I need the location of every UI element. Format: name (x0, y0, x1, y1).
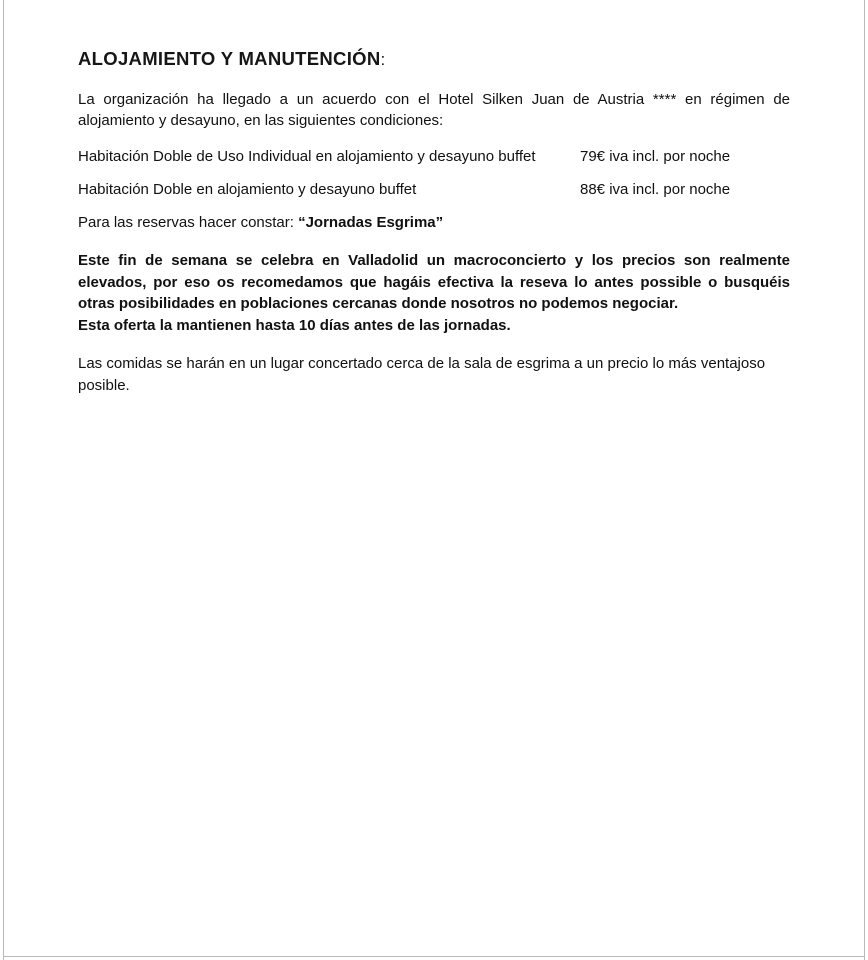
reservation-note-text: Para las reservas hacer constar: (78, 214, 299, 231)
page-title (78, 48, 790, 70)
reservation-code: “Jornadas Esgrima” (298, 214, 444, 231)
page-edge-right (864, 0, 865, 960)
document-content (78, 48, 790, 396)
page-edge-left (3, 0, 4, 960)
warning-text: Este fin de semana se celebra en Valladolid un macroconcierto y los precios son realmente elevados, por eso os recomedamos que hagáis efectiva la reseva lo antes possible o busquéis otras posibilidades en poblaciones cercanas donde nosotros no podemos negociar. (78, 252, 790, 312)
page-title-colon: : (380, 50, 386, 69)
meals-paragraph: Las comidas se harán en un lugar concertado cerca de la sala de esgrima a un precio lo más ventajoso posible. (78, 355, 766, 394)
room-rate-row (78, 147, 790, 167)
page-edge-bottom (3, 956, 865, 957)
room-rate-row (78, 180, 790, 200)
room-rate-price: 79€ iva incl. por noche (580, 148, 731, 165)
warning-offer-deadline: Esta oferta la mantienen hasta 10 días antes de las jornadas. (78, 316, 511, 334)
reservation-note (78, 213, 790, 233)
page-title-text: ALOJAMIENTO Y MANUTENCIÓN (78, 48, 381, 69)
room-rate-label: Habitación Doble de Uso Individual en alojamiento y desayuno buffet (78, 148, 536, 165)
room-rate-label: Habitación Doble en alojamiento y desayuno buffet (78, 181, 417, 198)
intro-paragraph: La organización ha llegado a un acuerdo con el Hotel Silken Juan de Austria **** en régimen de alojamiento y desayuno, en las siguientes condiciones: (78, 91, 790, 129)
warning-paragraph (78, 250, 790, 336)
room-rate-price: 88€ iva incl. por noche (580, 181, 731, 198)
